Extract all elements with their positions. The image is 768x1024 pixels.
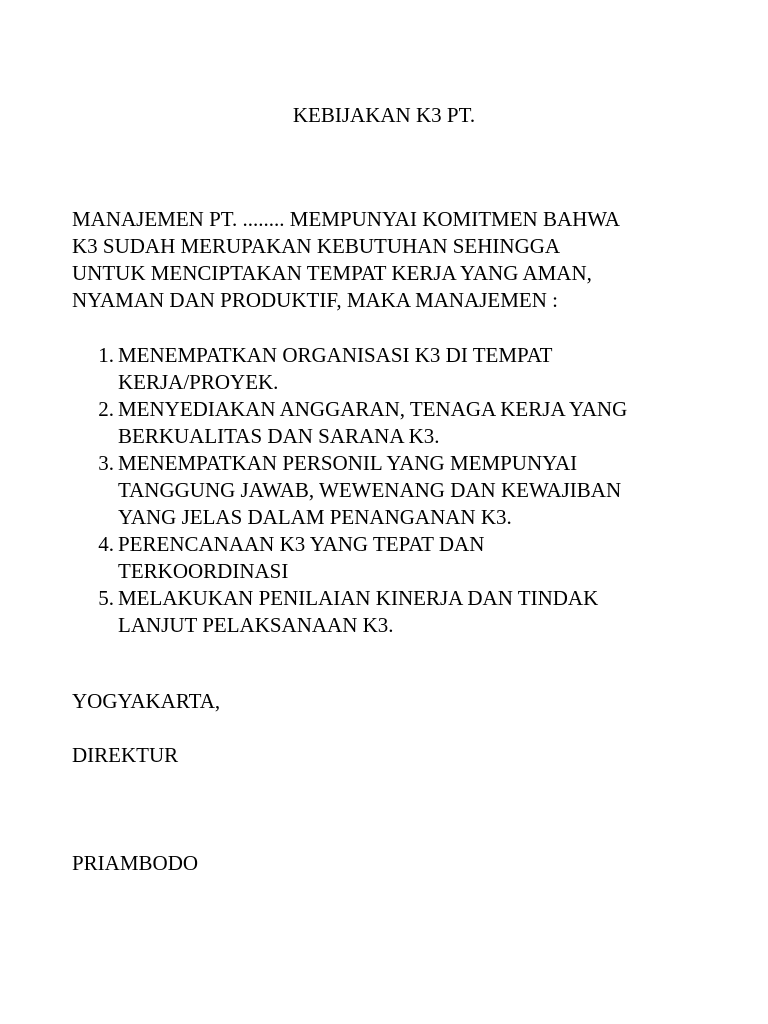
signature-city: YOGYAKARTA, [72,689,221,713]
policy-item [72,450,712,531]
policy-item [72,531,712,585]
intro-paragraph [72,206,712,314]
policy-item [72,585,712,639]
signature-position: DIREKTUR [72,743,179,767]
signature-name: PRIAMBODO [72,851,199,875]
policy-item [72,342,712,396]
item-line: MENYEDIAKAN ANGGARAN, TENAGA KERJA YANG [118,397,628,421]
item-line: TERKOORDINASI [118,559,289,583]
item-number: 3. [98,451,114,475]
item-line: YANG JELAS DALAM PENANGANAN K3. [118,505,512,529]
policy-list [72,342,712,639]
item-line: BERKUALITAS DAN SARANA K3. [118,424,440,448]
intro-line: MANAJEMEN PT. ........ MEMPUNYAI KOMITMEN BAHWA [72,207,620,231]
item-text [118,531,712,585]
item-text [118,396,712,450]
item-line: MENEMPATKAN ORGANISASI K3 DI TEMPAT [118,343,553,367]
policy-item [72,396,712,450]
item-text [118,450,712,531]
item-line: KERJA/PROYEK. [118,370,279,394]
item-line: LANJUT PELAKSANAAN K3. [118,613,394,637]
item-line: PERENCANAAN K3 YANG TEPAT DAN [118,532,485,556]
item-text [118,585,712,639]
document-title: KEBIJAKAN K3 PT. [292,103,476,127]
intro-line: UNTUK MENCIPTAKAN TEMPAT KERJA YANG AMAN, [72,261,592,285]
item-number: 4. [98,532,114,556]
item-line: TANGGUNG JAWAB, WEWENANG DAN KEWAJIBAN [118,478,622,502]
item-line: MELAKUKAN PENILAIAN KINERJA DAN TINDAK [118,586,599,610]
item-number: 2. [98,397,114,421]
intro-line: NYAMAN DAN PRODUKTIF, MAKA MANAJEMEN : [72,288,559,312]
item-number: 5. [98,586,114,610]
item-text [118,342,712,396]
intro-line: K3 SUDAH MERUPAKAN KEBUTUHAN SEHINGGA [72,234,561,258]
item-number: 1. [98,343,114,367]
item-line: MENEMPATKAN PERSONIL YANG MEMPUNYAI [118,451,578,475]
